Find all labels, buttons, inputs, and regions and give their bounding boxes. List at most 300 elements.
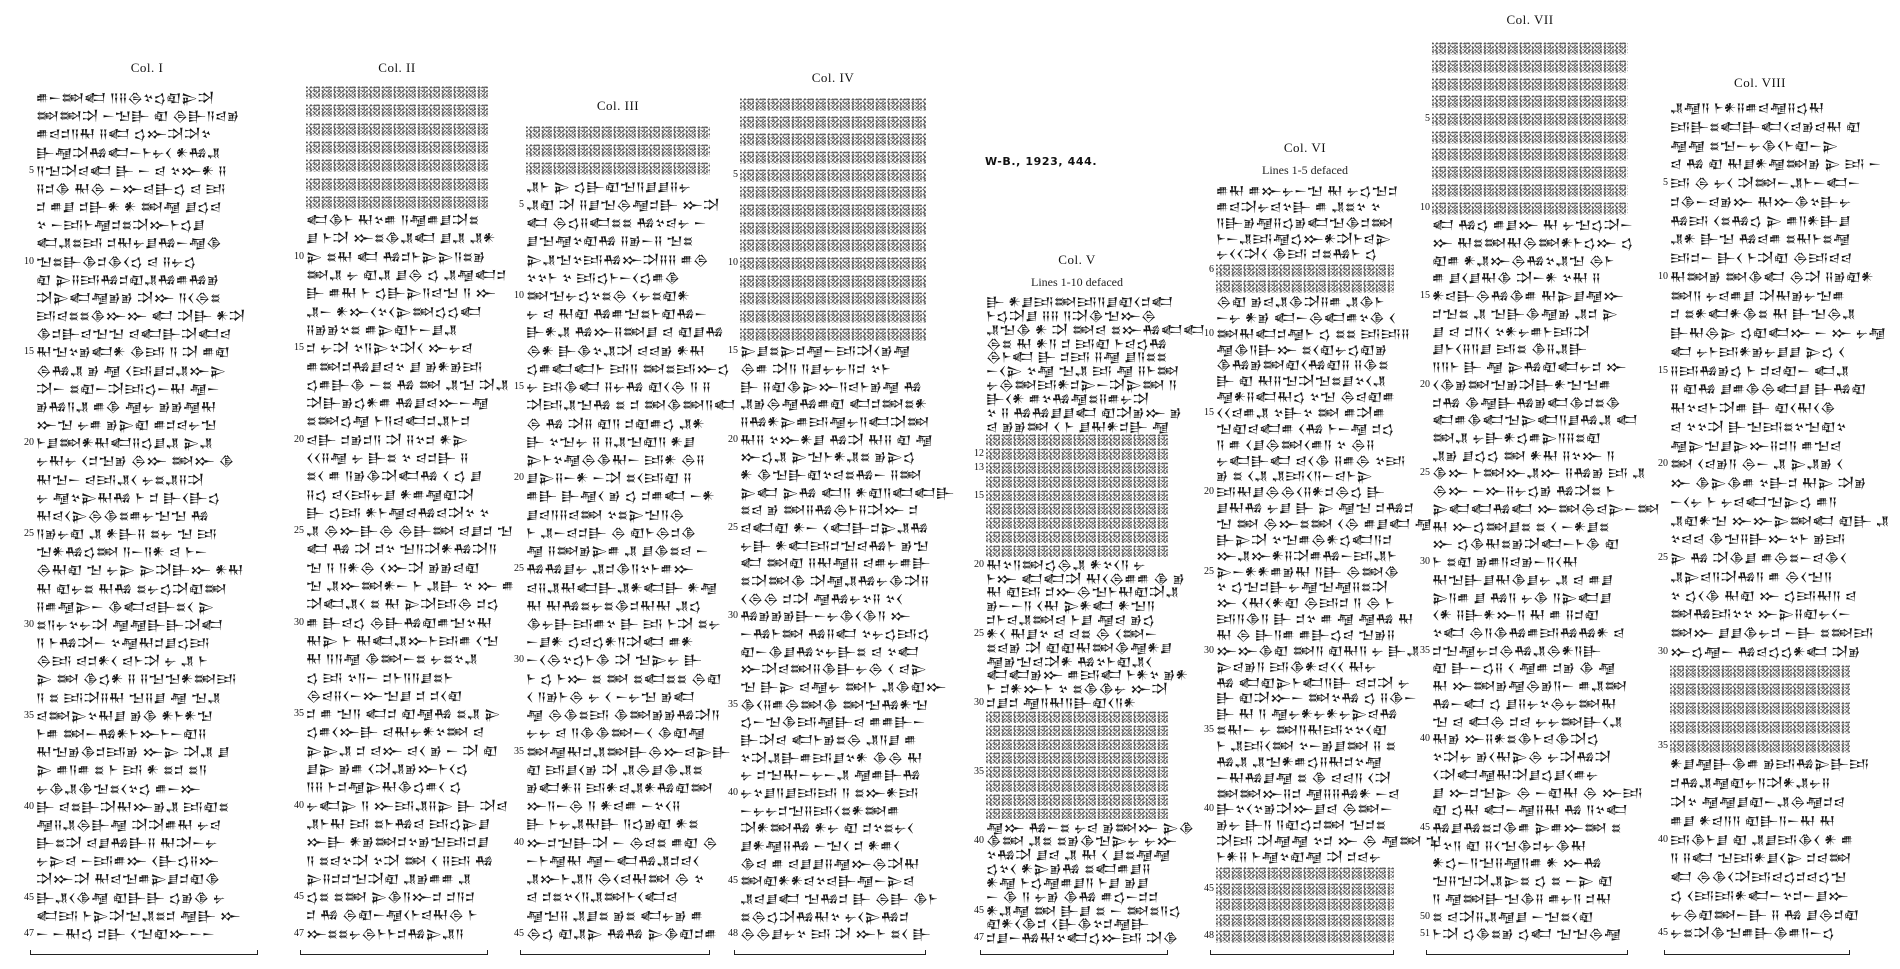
cuneiform-line: 𒀭𒁀𒃲𒁲𒄀𒆠𒌑 𒊑𒉌𒋗𒆷𒁍 (1432, 289, 1624, 304)
line-number: 47 (24, 927, 34, 939)
line-number: 10 (1658, 270, 1668, 282)
cuneiform-line: 𒁲𒌓 𒊏𒂗𒉌 𒄀𒄀 𒉌𒆠𒊏𒄑𒌑 (526, 926, 717, 941)
cuneiform-line: 𒊺𒊑𒀸 𒉡 𒇷𒀀𒊑𒅀𒆳𒆳𒌋𒊏 (1216, 723, 1388, 737)
cuneiform-line: 𒈨 𒌓 𒈨𒁍 𒊺 𒇷 𒊺𒅗𒊺𒊺 𒁲𒊏 (526, 671, 722, 686)
cuneiform-line: 𒊑𒈠𒆳𒂊𒅗𒀭 𒆠𒅀 𒀀 𒋫 𒌑𒊏 (36, 345, 230, 360)
cuneiform-line: 𒀭𒋗𒆷𒃲𒆠𒌑 𒂊𒅀𒄀𒉌𒃲𒅀 (1670, 757, 1870, 772)
defaced-line (1216, 264, 1394, 277)
cuneiform-line: 𒉡𒌋𒌋𒋫𒌋 𒆠𒅀 𒄑𒊺𒄀𒈨 𒌓 (1216, 247, 1378, 262)
defaced-line (1216, 867, 1394, 880)
line-number: 35 (24, 709, 34, 721)
cuneiform-line: 𒄑𒈠𒊺 𒂗 𒈠𒃲𒆠𒆷𒂊 𒂗𒄑 𒉌 (1432, 306, 1618, 321)
defaced-line (1670, 665, 1850, 678)
line-number: 48 (728, 928, 738, 940)
cuneiform-line: 𒃲 𒆳𒈠𒉡 𒍝 𒍝𒂗𒈠𒊏𒀀 𒀭𒋗 (526, 434, 696, 449)
defaced-line (1432, 42, 1628, 55)
cuneiform-line: 𒈨𒌑 𒇷𒀸𒄀𒀭𒈨𒁍𒈨𒀸𒊏𒍝 (36, 727, 207, 741)
cuneiform-line: 𒅗 𒄀𒌓 𒌑𒋗𒁍 𒊑 𒉡𒈠𒌓𒋫𒀸 (1432, 218, 1633, 233)
cuneiform-line: 𒆷𒁍 𒄀𒀸𒊺 𒉡𒁀 𒂊𒇷𒁍 𒉌𒆠 (986, 820, 1194, 835)
cuneiform-line: 𒇷𒇷𒋫 𒀸𒈠𒃲 𒊏 𒁲𒃲𒀀𒁀𒂊 (36, 109, 240, 124)
line-number: 47 (294, 927, 304, 939)
defaced-line (306, 123, 488, 136)
cuneiform-line: 𒉡𒁲𒊏𒇷𒀸𒃲 𒍝 𒄀 𒋗𒁲𒄑𒊏 (1670, 907, 1859, 922)
cuneiform-line: 𒌑𒊑 𒌑𒁍𒉡𒀸𒈠 𒊑 𒉡𒌓𒈠𒄑 (1216, 184, 1398, 198)
defaced-line (306, 178, 488, 191)
cuneiform-line: 𒉡𒉡 𒁀 𒀀𒆠𒆠𒇷𒀸𒌋 𒆠𒊏𒆷 (526, 726, 706, 741)
cuneiform-line: 𒄑𒋗𒄑 𒆷𒀀𒊑𒀀𒃲𒊏𒌋𒀀𒀭 (986, 696, 1136, 711)
cuneiform-line: 𒀭𒂗𒆷 𒇷 𒃲𒋗 𒊺 𒀸 𒇷𒊺𒀀𒌓 (986, 903, 1182, 918)
defaced-line (1670, 740, 1850, 753)
line-number: 20 (514, 472, 524, 484)
cuneiform-line: 𒁀 𒄀 𒊏 𒊑𒋗𒀭𒆷𒇷𒂊 𒉌 𒅀 𒀸 (1670, 157, 1882, 172)
line-number: 10 (294, 250, 304, 262)
cuneiform-line: 𒉌 𒄀 𒋫𒆠𒋗 𒌑𒁲𒊺𒀸𒁀𒆠𒌋 (1670, 551, 1848, 566)
cuneiform-line: 𒂗𒊏 𒋫 𒍝𒋗𒈠𒁲𒆷𒄑𒃲 𒁍𒋫 (526, 197, 720, 212)
cuneiform-line: 𒉡𒁲𒇷𒅀𒀭𒄑𒉌𒀸𒋫𒉌𒇷 𒀀 (986, 378, 1178, 392)
line-number: 5 (1425, 112, 1430, 124)
line-number: 35 (1204, 724, 1214, 735)
defaced-line (986, 434, 1168, 446)
line-number: 15 (974, 489, 984, 501)
cuneiform-line: 𒅀𒄑𒀸 𒃲𒌋 𒈨𒋫𒊏 𒁲𒅀𒁀𒁀 (1670, 251, 1853, 265)
cuneiform-line: 𒌋𒆠𒂊𒇷𒈠𒂊𒋫𒃲𒀭𒈠𒈠𒌑 (1432, 377, 1612, 392)
column-base-rule (520, 954, 710, 955)
cuneiform-line: 𒌑𒁀𒋫𒉡𒁀𒆳𒃲 𒌑 𒂗𒊺𒆳 𒆳 (1216, 199, 1381, 214)
cuneiform-line: 𒌓𒌑𒌋𒁍𒃲 𒁀𒊑𒉡𒀭𒆳𒇷 𒁀 (306, 725, 485, 740)
cuneiform-line: 𒉌𒁀𒂊𒀀 𒅀𒆠𒀭𒁀𒌋𒌋 𒊑𒉡 (1216, 659, 1377, 674)
cuneiform-line: 𒁲𒊏 𒂊𒁀𒂗𒆠𒋫𒍝𒌑 𒂗𒆠𒈨 (1216, 295, 1385, 309)
cuneiform-line: 𒆷𒂊𒈠𒁀𒋫𒀭 𒄀𒆳𒈨𒊏𒂗𒌋 (986, 654, 1153, 669)
cuneiform-line: 𒈠 𒃲𒉌 𒁀𒆷𒉡 𒇷𒈨 𒂗𒆠𒊏𒁍 (740, 680, 947, 694)
cuneiform-line: 𒆷𒍝𒂗𒁲𒃲𒆷 𒋫𒋫𒌑𒊑 𒉡𒁀 (36, 817, 222, 832)
cuneiform-line: 𒊏𒀸𒆠𒋗𒄀𒆳𒉡𒃲𒊺 𒁀 𒆳𒅗 (740, 644, 920, 659)
line-number: 20 (294, 433, 304, 445)
defaced-line (740, 328, 926, 341)
cuneiform-line: 𒀸𒌋𒉡 𒈨 𒉡𒁀𒅗𒈠𒉌𒌓 𒌑𒀀 (1670, 494, 1838, 509)
cuneiform-line: 𒅗𒌑𒆠𒅗𒈠𒉌𒅗𒀀𒋗𒄀𒂗 𒅗 (1432, 413, 1638, 428)
cuneiform-line: 𒀀𒍝 𒈨𒄑𒆷𒉌𒊑𒆠𒌓𒌑𒌋 𒌓 (306, 780, 462, 795)
cuneiform-line: 𒆷𒀭𒍝𒅗𒊑𒌓 𒆳𒈠 𒁲𒁀𒊏𒌑 (1216, 390, 1395, 405)
cuneiform-line: 𒁍𒋫𒁀𒇷𒍝𒆠𒃲𒉡𒁲 𒌋 𒁀𒉌 (740, 662, 927, 677)
cuneiform-line: 𒁍𒄑𒈠𒃲𒋫 𒀸 𒁲𒁀𒊺 𒌑𒊏 𒁲 (526, 835, 718, 850)
cuneiform-line: 𒆳 𒍝 𒄀𒄀𒋗𒋗𒅗 𒊏𒋫𒂊𒁍 𒂊 (986, 405, 1182, 420)
cuneiform-line: 𒈠𒍝𒈠𒋫𒂗𒉌𒊺 𒌓 𒊺 𒀸𒉌 𒊏 (1432, 874, 1613, 889)
cuneiform-line: 𒄑𒋗𒀸𒄀𒊑𒆳𒅗𒌓𒁍𒅀 𒋫𒆠 (986, 931, 1179, 946)
cuneiform-line: 𒀸𒄀𒈨𒇷 𒄀𒍝𒅗 𒆳𒉡𒌓𒅀𒌓 (740, 627, 930, 641)
cuneiform-line: 𒆷𒆷 𒊺𒈠𒀸𒉡𒆠𒌋𒈨𒊏𒀸𒉌 (1670, 138, 1839, 153)
cuneiform-line: 𒊑𒇷𒂊 𒇷𒆠𒅗 𒁲𒋫 𒍝𒂊𒊏𒀭 (1670, 269, 1874, 284)
cuneiform-line: 𒀭𒆷 𒈨𒌓𒆷𒌑𒋗𒀀 𒈨𒋗 𒂊𒋗 (986, 875, 1149, 890)
defaced-line (986, 476, 1168, 488)
cuneiform-line: 𒂗𒂊 𒋗𒌓𒌓 𒇷 𒀭𒊑 𒍝𒆳𒁍 𒀀 (1432, 448, 1615, 463)
cuneiform-line: 𒍝𒌓 𒁀𒌋𒅀𒉡𒋗 𒀭𒌑𒆷𒊏𒋫 (306, 487, 475, 502)
cuneiform-line: 𒁍𒁍𒆠𒊏 𒇷𒀀 𒊏𒊑𒀀 𒉡 𒃲𒂗 (1216, 643, 1420, 658)
line-number: 15 (294, 342, 304, 354)
cuneiform-line: 𒂊 𒊺 𒌋𒂗 𒂗𒅀𒌋𒀀𒀸𒁀𒈨𒉌 (1216, 469, 1373, 484)
cuneiform-line: 𒆳𒁀𒁀 𒆠𒈠𒍝𒃲𒁍𒆳𒈨 𒂊𒅀 (1670, 532, 1846, 547)
defaced-line (1432, 166, 1628, 179)
cuneiform-line: 𒀸𒉡 𒀭𒂊 𒅗𒀸𒁲𒅗𒌑𒆳𒆠 𒌋 (1216, 310, 1396, 325)
cuneiform-line: 𒃲𒉌𒋫 𒆳𒈠𒌑𒁲𒀭𒌓𒅗𒀀𒄑 (1216, 532, 1393, 547)
cuneiform-line: 𒁍𒌓𒆷𒀸 𒄀𒁀𒌓𒌓𒀭𒅗 𒋫𒂊 (1670, 644, 1861, 659)
column-title: Col. II (378, 60, 416, 75)
cuneiform-line: 𒀀𒀀𒈨 𒃲 𒆷 𒉌𒄀𒊏𒅗𒉡𒄑 𒁍 (1432, 360, 1627, 375)
cuneiform-line: 𒍝𒅀𒄀𒂊𒌓 𒈨 𒄑𒁀𒊏𒀸 𒅗𒂗 (1670, 363, 1850, 378)
cuneiform-line: 𒈨𒁍 𒅗𒅗𒋫 𒊑𒌋𒁲𒌑𒌑 𒆠 𒂊 (986, 571, 1185, 586)
defaced-line (1432, 95, 1628, 108)
cuneiform-line: 𒀭𒌓𒀸𒀀𒈠𒍝𒆷𒀀𒌑 𒀭 𒁍𒄀 (1432, 856, 1602, 871)
cuneiform-line: 𒄑 𒊺𒀭𒅗𒀭𒆠𒊺 𒊑 𒃲𒈠𒁲𒂗 (1670, 307, 1856, 322)
defaced-line (1432, 60, 1628, 73)
cuneiform-line: 𒁍 𒌋𒊑𒌋𒀭𒊏 𒁲𒅀𒄑 𒀀 𒁲 𒈨 (1216, 596, 1395, 611)
cuneiform-line: 𒅗𒅀 𒈨𒉌𒋫𒈠𒂗𒊺𒄑 𒆷𒃲 𒁍 (36, 908, 241, 923)
line-number: 45 (1420, 821, 1430, 833)
cuneiform-line: 𒋗𒀭𒆷𒍝𒄀 𒀸𒈠𒌋 𒄑 𒀭𒌑𒌋 (740, 839, 901, 853)
cuneiform-line: 𒉌𒅗 𒉌𒄀 𒅗𒀀 𒀭𒊏𒀀𒅗𒅗𒃲 (740, 485, 955, 500)
cuneiform-line: 𒋗𒉌 𒂊𒌑 𒌋𒋫𒂗𒂊𒁍𒈨𒌋𒌓 (306, 762, 469, 776)
cuneiform-line: 𒆠𒌋𒍝𒌑𒁲𒇷𒆠 𒇷𒈠𒄀𒀭𒈠 (740, 697, 929, 712)
cuneiform-line: 𒀸𒌋𒉌 𒆳𒆷 𒈠𒂗 𒅀 𒆷 𒍝𒈨𒇷 (986, 364, 1180, 379)
line-number: 10 (24, 255, 34, 267)
defaced-line (1216, 898, 1394, 911)
cuneiform-line: 𒊑 𒁍𒌓𒇷𒋗𒊺 𒊺 𒌋 𒀸𒀭𒋗𒊺 (1432, 519, 1610, 534)
cuneiform-line: 𒆳𒋫𒂗𒃲𒌑𒅀𒋗𒆳𒀭 𒆠𒁲 𒊑 (740, 750, 923, 765)
cuneiform-line: 𒋫𒉌𒅗𒆷𒂊𒂊 𒋫𒁍 𒀀𒌋𒁲𒊺 (36, 290, 221, 305)
defaced-line (1432, 202, 1628, 215)
cuneiform-line: 𒀸𒈨𒆷𒊑 𒆷𒀸𒅗𒄀𒂗𒄑𒁀𒌋 (526, 853, 700, 868)
cuneiform-line: 𒅀𒆠𒈨𒋗 𒊏 𒂗𒋗𒅀𒆠𒌋 𒀭 𒌑 (1670, 832, 1854, 847)
defaced-line (986, 531, 1168, 543)
cuneiform-line: 𒅗 𒄀 𒋫 𒄑𒆳 𒈠𒀀𒋫𒀭𒄀𒋫𒀀 (306, 542, 498, 557)
cuneiform-line: 𒊑𒆳𒀀𒇷𒌓𒁲𒂗 𒀭𒆳𒌋𒀀 𒉡 (986, 557, 1146, 572)
cuneiform-line: 𒈠𒊏𒁀𒅗𒌑 𒌋𒄀 𒈨𒀸𒆷 𒄑𒌓 (1216, 421, 1395, 436)
cuneiform-line: 𒅀𒁀𒊺𒊺𒆠𒁍𒁍 𒅗 𒋫𒃲 𒀭𒋫 (36, 309, 246, 323)
cuneiform-line: 𒃲 𒀭𒋗𒅀𒇷𒅀𒀀𒋗𒊏𒌋𒄑𒅗 (986, 295, 1174, 309)
cuneiform-line: 𒀀 𒌑 𒌋𒋗𒁲𒇷𒌋𒌑𒀀 𒆳 𒁲𒍝 (1216, 437, 1375, 452)
cuneiform-line: 𒌓 𒌋𒅀𒅀𒀭𒅗𒀸𒆳𒄑𒀸𒋗𒁍 (1670, 888, 1849, 903)
defaced-line (526, 162, 710, 175)
cuneiform-line: 𒉡𒊑𒉡 𒌋𒄑𒈠𒂊 𒁲𒁍 𒇷𒁍 𒆠 (36, 454, 235, 469)
cuneiform-line: 𒌋 𒀀𒂊𒈨𒁲 𒉡 𒌋 𒀸𒉡𒈠 𒂊𒅗 (526, 689, 695, 704)
cuneiform-line: 𒃲𒆳𒌋𒆳𒂊𒋫𒁍𒋗𒁀 𒁲𒇷𒀸 (1216, 802, 1393, 817)
line-number: 45 (974, 904, 984, 916)
cuneiform-line: 𒋗 𒁍𒄑𒈠𒉌 𒁲 𒀸𒊏𒊑 𒁲 𒁍𒅀 (1432, 785, 1643, 800)
cuneiform-line: 𒉌𒀸𒀭𒀭𒌑𒂊𒊑 𒀀𒃲 𒁲𒇷𒆠 (1216, 564, 1400, 579)
cuneiform-line: 𒇷𒁍 𒋗𒋗𒆠𒉡𒄑 𒀸𒃲 𒊺𒇷𒅀 (1670, 626, 1874, 641)
line-number: 10 (728, 257, 738, 268)
defaced-line (740, 204, 926, 217)
line-number: 5 (519, 198, 524, 210)
cuneiform-line: 𒃲 𒈨𒉡𒂗𒊑𒃲 𒀀𒌓𒂊𒊏 𒀭𒊺 (526, 817, 699, 832)
defaced-line (986, 490, 1168, 502)
defaced-line (740, 275, 926, 288)
cuneiform-line: 𒁍𒀀𒀸𒁲 𒀀 𒀭𒁀𒌑 𒀸𒆳𒌋𒍝 (526, 799, 681, 814)
cuneiform-line: 𒉡𒊺𒋫𒆠𒈠𒌑𒃲𒆠𒌑𒀀𒀸𒌓 (1670, 926, 1835, 941)
cuneiform-line: 𒉡𒆠𒂗𒆠𒈠𒊺𒌋𒆳𒌓 𒌑𒀸𒁍 (36, 781, 201, 796)
line-number: 35 (514, 745, 524, 757)
cuneiform-line: 𒉌 𒇷 𒆠𒌓𒀭 𒍝 𒍝𒈠𒈠𒀭𒇷𒅀 (36, 672, 237, 687)
cuneiform-line: 𒌓 𒅀 𒆳𒀀𒀸 𒄑𒈨𒀀𒀀𒋗𒊺𒈨 (306, 670, 454, 685)
cuneiform-line: 𒆷𒆠𒀀𒃲𒁍 𒊺𒌋𒊏𒉡𒌓𒊏𒂊 (1216, 342, 1388, 357)
defaced-line (740, 310, 926, 323)
cuneiform-line: 𒁲𒁲𒋗𒉡𒆳 𒅀 𒋫 𒁍𒈨 𒊺𒌋 𒃲 (740, 927, 931, 942)
defaced-line (526, 144, 710, 157)
cuneiform-line: 𒀀 𒈨𒄀𒋫𒀸 𒆳𒆷𒊑𒄑𒋗𒌓𒅀 (36, 636, 210, 651)
line-number: 5 (733, 168, 738, 180)
cuneiform-line: 𒌋𒌋𒍝𒆷 𒉡 𒃲𒊺 𒆳 𒁀𒄑𒃲 𒍝 (306, 451, 469, 465)
cuneiform-line: 𒂗𒀭 𒃲𒈠 𒄀𒁀𒌑 𒊺𒊑𒈨𒊺𒆷 (1670, 232, 1851, 247)
defaced-line (1432, 113, 1628, 126)
cuneiform-line: 𒊺𒁀 𒂊 𒇷𒍝𒄀𒁲𒈨𒍝𒋫𒁍 𒄑 (740, 503, 919, 518)
line-number: 30 (514, 654, 524, 666)
defaced-line (986, 503, 1168, 515)
cuneiform-line: 𒊏𒌑 𒀭𒂗𒁍𒁲𒄀𒆳𒂗𒈠 𒁲𒈨 (1432, 253, 1615, 268)
column-note: Lines 1-5 defaced (1262, 163, 1348, 177)
cuneiform-line: 𒀀𒃲𒂊𒆷𒍝𒌓𒂊𒅗𒈠𒆠𒄑𒇷 (1216, 215, 1394, 230)
cuneiform-line: 𒊺𒋫𒇷𒆠 𒋫𒆷𒂗𒄀𒉡𒆠𒋫𒍝 (740, 574, 930, 588)
cuneiform-line: 𒁲𒁍 𒀸𒁍𒍝𒉡𒌓𒂊 𒄀𒋫𒊺 𒈨 (1432, 484, 1616, 499)
line-number: 30 (1204, 644, 1214, 656)
cuneiform-line: 𒀸 𒆠 𒀀 𒉡𒂊 𒆠𒄀 𒌑𒌓𒀸𒄑𒄑 (986, 889, 1159, 904)
line-number: 45 (1658, 927, 1668, 939)
line-number: 25 (294, 525, 304, 537)
defaced-line (740, 169, 926, 182)
cuneiform-line: 𒇷𒆷𒊑𒄑𒂗𒇷𒃲𒁲𒁍𒁀𒉌𒃲 (526, 744, 731, 759)
defaced-line (1670, 702, 1850, 715)
cuneiform-line: 𒄑𒈠𒆷𒉡𒄑𒁲𒄀𒂗𒁲𒀭𒀀𒃲 (1432, 643, 1602, 658)
defaced-line (1216, 914, 1394, 927)
line-number: 40 (974, 835, 984, 847)
cuneiform-line: 𒁍𒌓𒂗 𒉌𒈠𒈨𒀭𒂗𒊺 𒂊𒉌𒌓 (740, 450, 916, 465)
line-number: 10 (1420, 201, 1430, 213)
museum-reference: W-B., 1923, 444. (985, 155, 1098, 168)
defaced-line (306, 141, 488, 154)
cuneiform-line: 𒀀 𒊺 𒅀𒋫𒍝𒊑 𒈠𒍝𒋗 𒆷 𒈠𒂗 (36, 690, 221, 705)
cuneiform-line: 𒃲𒊺𒋫 𒁀𒋗𒄀𒃲𒍝 𒊑𒋫𒀸𒉡 (36, 836, 218, 850)
cuneiform-line: 𒇷𒇷𒁍𒍝𒄑 𒆷𒍝𒍝𒄀𒀭 𒀸𒁀 (1216, 786, 1400, 801)
line-number: 51 (1420, 928, 1430, 940)
cuneiform-line: 𒋫𒅀 𒋫𒆷𒆷 𒆳𒄑 𒁍 𒁲 𒆷𒇷 𒈠 (1216, 834, 1442, 848)
cuneiform-line: 𒊏 𒉌𒍝𒅀𒄀𒄑𒊏𒂗𒄀𒌑𒄀𒂊 (36, 272, 220, 287)
defaced-line (740, 133, 926, 146)
cuneiform-line: 𒉌 𒌑𒀀𒌑 𒊺 𒈨 𒅀 𒀭 𒊺𒄑 𒊺𒀀 (36, 763, 208, 778)
cuneiform-line: 𒌓𒆳𒌋 𒀭𒉌𒂊𒄀 𒊺𒅗𒌑𒋗𒍝 (986, 862, 1151, 876)
cuneiform-line: 𒂗𒆷𒀀 𒈨𒀭𒍝𒌑𒁀𒆷𒍝𒌓𒊑 (1670, 101, 1825, 115)
cuneiform-line: 𒊑𒈠𒀸 𒁀𒅀𒂗𒌋 𒉡𒊺𒂗𒍝𒋫 (36, 472, 204, 487)
cuneiform-line: 𒋫𒃲𒂊𒌓𒀭𒌑 𒄀𒋗𒁀𒁍𒀸𒆷 (306, 396, 489, 411)
cuneiform-line: 𒈠 𒁀 𒅗𒁲 𒄑𒁀 𒉡𒉡𒇷𒃲𒌋𒂗 (1432, 714, 1623, 729)
defaced-line (1432, 78, 1628, 91)
cuneiform-line: 𒁍 𒆠𒉌𒆠𒌑 𒆳𒃲𒄑 𒊑𒉌 𒋫𒂊 (1670, 476, 1867, 491)
cuneiform-line: 𒈠 𒂗𒁍𒇷𒀭𒀸 𒈨 𒂗𒃲 𒆳 𒁍 𒌑 (306, 579, 515, 593)
line-number: 15 (728, 345, 738, 357)
cuneiform-line: 𒌓𒊺 𒊺𒇷 𒉌𒆠𒀀𒁍𒄑 𒄑𒀀𒄑 (306, 890, 476, 905)
cuneiform-line: 𒁲𒀭 𒃲𒆠𒆳𒂗𒋫 𒁀𒁀𒂊 𒀭𒊑 (526, 343, 705, 358)
defaced-line (986, 711, 1168, 723)
cuneiform-line: 𒂗 𒁲𒁍𒃲𒁲 𒁲𒃲𒇷 𒁀𒋗𒄑 𒈠 (306, 524, 513, 539)
cuneiform-line: 𒆠𒉡𒃲𒅀𒌑𒆳 𒃲 𒅀 𒈨𒋫 𒊺𒉡 (526, 617, 721, 631)
cuneiform-line: 𒀸 𒀸𒊑𒌓 𒄑𒃲 𒌋𒈠𒊏𒁍𒀸𒀸 (36, 926, 215, 941)
cuneiform-line: 𒀸𒋗𒀭 𒌓𒁀𒌓𒀭𒀀𒋫𒅗 𒌑𒀭 (526, 635, 694, 650)
cuneiform-line: 𒆳 𒌓𒌋𒆠 𒊑𒊏 𒁍 𒌓𒅀𒊑𒀀 𒁀 (1670, 588, 1857, 603)
cuneiform-line: 𒈨𒋫 𒌓𒆠𒊺𒂊 𒌓𒅗 𒈠𒈠𒁲𒆷 (1432, 927, 1622, 942)
cuneiform-line: 𒊑𒈠𒃲𒋗𒊑𒆠𒋗𒉡 𒂗 𒁀 𒌑𒋗 (1432, 572, 1614, 587)
line-number: 45 (294, 891, 304, 903)
line-number: 35 (294, 708, 304, 720)
line-number: 10 (514, 290, 524, 301)
cuneiform-line: 𒉌𒂗𒈠𒆳𒅀𒄀𒁍𒋫𒍝𒍝 𒌑𒁲 (526, 252, 709, 267)
line-number: 20 (1420, 378, 1430, 390)
line-number: 45 (728, 875, 738, 887)
cuneiform-line: 𒆷 𒁲𒆠𒊺𒅀 𒆠𒇷𒂊𒂊𒄀𒋫𒀀 (526, 708, 720, 723)
line-number: 25 (974, 627, 984, 639)
line-number: 40 (728, 787, 738, 798)
cuneiform-line: 𒂊𒀸𒀸𒀀 𒌋𒊑 𒉌𒀭𒅗 𒀭𒈠𒀀 (986, 599, 1156, 614)
line-number: 5 (1663, 177, 1668, 188)
defaced-line (986, 739, 1168, 751)
cuneiform-line: 𒊑 𒊑𒄀𒊺𒉡𒊺𒆠𒄑𒊑𒊑 𒂗𒌓 (526, 598, 702, 613)
line-number: 30 (294, 616, 304, 628)
column-title: Col. VII (1506, 12, 1554, 27)
line-number: 40 (1204, 803, 1214, 815)
line-number: 40 (1420, 733, 1430, 745)
line-number: 47 (974, 932, 984, 944)
cuneiform-line: 𒊑𒁀𒌋𒉌𒁲𒆠𒊺𒌑𒉡𒈠𒈠 𒄀 (36, 508, 209, 523)
cuneiform-line: 𒃲 𒊏 𒊑𒍝𒈠𒋫𒈠𒊺𒋗𒆳𒌋𒂗 (1216, 374, 1386, 389)
cuneiform-line: 𒊏 𒅀𒋗𒌋𒂊 𒋫 𒂗𒁲𒋗𒆠𒂗𒊺 (526, 762, 704, 777)
defaced-line (740, 222, 926, 235)
line-number: 25 (514, 563, 524, 575)
line-number: 25 (1204, 565, 1214, 577)
cuneiform-line: 𒆠𒁍 𒈨𒇷𒁍𒂗𒁍 𒍝𒄀𒂊 𒅀 𒂗 (1432, 466, 1646, 481)
cuneiform-line: 𒇷𒊏𒀭𒀭𒁀𒆳𒁀𒃲𒆷𒀸𒉌𒁀 (740, 874, 915, 889)
defaced-line (1432, 184, 1628, 197)
defaced-line (526, 126, 710, 139)
cuneiform-line: 𒄑 𒉡𒋫 𒆳𒀀𒉌𒆳𒋫𒌋 𒁍𒉡𒁀 (306, 341, 473, 356)
cuneiform-line: 𒍝𒌑𒆷𒉌𒀸 𒆠𒅗𒁀𒃲𒊺𒌋 𒉌 (36, 599, 214, 614)
cuneiform-line: 𒀀𒈠𒋫𒁀𒅗 𒃲 𒀸 𒁀 𒆳𒁍𒀭 𒍝 (36, 163, 227, 178)
cuneiform-line: 𒊑𒈠𒂊𒆠𒄑𒅀𒂊 𒁍𒉌 𒋫𒂗 𒋗 (36, 745, 230, 760)
cuneiform-line: 𒉌𒅗𒅗𒄀𒅗 𒁍𒇷𒁲𒁀𒉌𒀸𒇷 (1432, 501, 1660, 516)
cuneiform-line: 𒍝 𒊏𒄀 𒋗𒌑𒆠𒁲𒅗𒋗 𒃲𒄀𒊏 (1670, 382, 1867, 397)
cuneiform-line: 𒃲𒋫𒁀 𒅗𒈨𒂊𒊺𒁲 𒂗𒀀𒋗 𒌑 (740, 733, 917, 747)
cuneiform-line: 𒆠𒄑𒃲𒁀𒈠𒈠 𒁀𒅗𒃲𒋫𒅗𒁀 (36, 327, 232, 342)
cuneiform-line: 𒁲 𒄀 𒋫𒍝 𒊏𒀀 𒄑𒊏𒌑𒌓 𒂗𒀭 (526, 416, 705, 431)
cuneiform-line: 𒂗𒁍𒈨𒂗𒀀 𒁲𒌋𒁀𒊑𒇷 𒁲 𒆳 (526, 872, 705, 887)
line-number: 30 (24, 618, 34, 630)
cuneiform-line: 𒅀𒊑𒋗𒁲𒁲𒌋𒍝𒀭𒄑𒁲𒌓 𒃲 (1216, 485, 1385, 500)
cuneiform-line: 𒋫𒀸 𒊺𒊏𒀸𒋫𒅀𒌓𒀸𒊑 𒆷𒀸 (36, 381, 220, 396)
cuneiform-line: 𒌑𒁀𒄑𒀀𒊑 𒍝𒅗 𒌓𒁍𒋫𒋫𒆳 (36, 127, 212, 142)
cuneiform-line: 𒁲𒁀𒍝𒌋𒀸𒁍𒈠𒋗 𒄑 𒄑𒌋𒊏 (306, 688, 463, 703)
cuneiform-line: 𒁲𒅀 𒁀𒄑𒀭𒌋 𒁀𒈨𒋫 𒉡 𒂗 𒈨 (36, 654, 209, 669)
cuneiform-line: 𒈠𒀭𒄀𒌓𒇷 𒀀𒀸𒀀𒀭 𒁀 𒈨𒀸 (36, 545, 208, 560)
cuneiform-line: 𒊺𒀀𒉡𒆳𒉡𒋫 𒆷𒆷𒃲𒃲𒋫𒅗 (36, 617, 223, 632)
line-number: 15 (1658, 364, 1668, 376)
cuneiform-line: 𒆳𒄀𒋫 𒋗𒁀 𒂗 𒊑 𒌋 𒋗𒊺𒆷𒆷 (986, 848, 1171, 863)
column-base-rule (1210, 954, 1394, 955)
cuneiform-line: 𒆷 𒍝𒇷𒂊𒉌𒌑 𒂗 𒋗𒆠𒊺𒁀 𒀸 (526, 544, 709, 559)
cuneiform-line: 𒄀𒀸𒅗 𒌓 𒋗𒍝𒉡𒆳𒁲𒉡𒇷𒊑 (1432, 696, 1617, 711)
cuneiform-line: 𒌓𒌑𒃲𒆠 𒀸𒊺 𒄀 𒇷 𒂗𒈠 𒋫𒂗 (306, 377, 509, 392)
cuneiform-line: 𒊺𒁲𒌓𒋫𒄀𒊑𒆳 𒉡𒌋𒉌𒄀𒄑 (740, 909, 910, 924)
cuneiform-line: 𒆳𒋫𒉡 𒂊𒌋𒊑𒉌𒁲 𒉡𒋫𒄀𒋫 (1432, 750, 1612, 764)
cuneiform-line: 𒉡𒅗𒉌 𒀀 𒁍𒅀𒂗𒍝𒉌 𒃲 𒋫𒁀 (306, 798, 508, 813)
line-number: 35 (1420, 644, 1430, 656)
line-number: 40 (514, 836, 524, 848)
cuneiform-line: 𒁍𒂗𒁍𒀭𒍝𒋫𒌑𒄀𒀸𒅀𒂗𒈨 (1216, 548, 1398, 563)
cuneiform-line: 𒄀𒋗𒄀𒊺𒄑𒆠𒌑 𒉌𒌑𒁍𒇷 𒊺 (1432, 820, 1622, 835)
cuneiform-line: 𒄑𒄀 𒆠𒆷𒃲𒄀𒂊𒅗𒆠𒄑𒊺𒆠 (1432, 395, 1621, 410)
line-number: 20 (1204, 486, 1214, 498)
cuneiform-line: 𒅗 𒁲𒌓𒍝𒅗𒊺𒊺 𒄀𒆳𒁀𒉡 𒀸 (526, 216, 707, 231)
cuneiform-line: 𒊑𒉌 𒈨 𒊑𒅗𒂗𒁍𒈨𒅀𒌑 𒌋𒈠 (306, 633, 499, 648)
line-number: 15 (1420, 290, 1430, 302)
cuneiform-line: 𒁍𒊺𒊺𒉡𒁲𒈨𒈨𒄑𒄀𒉌𒂗𒀀 (306, 926, 465, 941)
cuneiform-line: 𒈨 𒂗𒅀𒌋𒇷 𒆳𒀸𒂊𒋗𒇷 𒍝 𒊺 (1216, 738, 1397, 753)
line-number: 20 (974, 558, 984, 570)
cuneiform-line: 𒈨𒆳𒀀 𒊏 𒍝𒌋𒈠𒆠𒄑𒉡𒆠𒊑 (1432, 838, 1587, 853)
column-base-rule (980, 954, 1168, 955)
cuneiform-line: 𒁲𒌑 𒋫𒀀 𒀀𒋗𒉡𒉡𒀀𒄑 𒆳𒈨 (740, 362, 891, 376)
defaced-line (986, 462, 1168, 474)
cuneiform-line: 𒊑𒆳𒁀𒈨𒋫𒌑 𒃲 𒊏𒌋𒊑𒌋𒆠 (1670, 401, 1836, 416)
cuneiform-line: 𒄑 𒌑 𒈠𒀀 𒅗𒄑 𒊏𒆷𒄀 𒊺𒂗 𒉌 (306, 707, 501, 722)
cuneiform-line: 𒊏𒀭𒌋𒆠𒄑 𒌋𒃲𒆠𒆳𒄑𒆷𒃲 (986, 917, 1150, 932)
cuneiform-line: 𒇷𒂗 𒉡𒃲𒀭𒌓𒌑𒉌𒀀𒍝𒊺𒊏 (1432, 431, 1601, 445)
column-base-rule (300, 954, 488, 955)
cuneiform-line: 𒀀 𒍝𒅗 𒈠𒅀𒀭𒋗𒌋𒉌 𒄑𒁀𒇷 (1670, 851, 1852, 866)
cuneiform-line: 𒀭 𒆠𒈠𒃲𒊏𒆳𒁀𒊺𒄀𒀸 𒍝𒇷 (740, 468, 922, 482)
defaced-line (306, 159, 488, 172)
cuneiform-line: 𒂊𒉡 𒃲𒀀 𒀀𒊏𒌓𒄑𒇷 𒈠𒄑𒊺 (1216, 818, 1387, 833)
cuneiform-line: 𒂊𒄀𒀀𒂗 𒌑𒆠 𒆷𒉡 𒂊𒂊𒆷𒊑 (36, 399, 217, 414)
cuneiform-line: 𒆳 𒌓𒈠𒄑𒃲𒉡𒆷𒈠𒆷𒍝𒊺𒋫 (1216, 580, 1389, 595)
cuneiform-line: 𒆷𒉌𒈠𒋗𒉌𒁍𒍝𒄑𒀀 𒌑𒈠𒁀 (1670, 438, 1842, 453)
cuneiform-line: 𒉡𒉌𒁀 𒀸𒅀𒌑𒁍 𒌋𒃲𒌓𒍝𒁍 (36, 854, 220, 869)
line-number: 12 (974, 448, 984, 460)
defaced-line (986, 448, 1168, 460)
defaced-line (986, 794, 1168, 806)
cuneiform-line: 𒃲𒂗𒌋𒆠𒆷 𒊏𒃲𒃲 𒌓𒂊𒆠 𒉡 (36, 890, 226, 905)
cuneiform-line: 𒉌𒈨𒆳𒆷𒁲𒆠𒊑𒀸 𒅀𒀭 𒁲𒍝 (526, 453, 705, 467)
cuneiform-line: 𒊏 𒌓𒊑 𒅗𒀸𒆷𒍝𒊑 𒄀 𒀀𒆳𒅗 (1432, 803, 1628, 818)
column-title: Col. IV (811, 70, 855, 85)
cuneiform-line: 𒈠 𒀀 𒀀𒀭𒁲 𒌋𒁍𒋫 𒂊𒂊𒁀𒊏 (306, 560, 480, 575)
cuneiform-line: 𒌋𒌋𒁀𒌑𒂗 𒆳𒃲𒆳 𒇷 𒌑𒋫𒌑 (1216, 406, 1386, 420)
cuneiform-line: 𒋫𒅗𒂗𒌋 𒊺 𒊑 𒉌𒋫𒅀𒁲 𒄑𒌓 (306, 597, 500, 612)
cuneiform-line: 𒈨 𒊺𒊏 𒂊𒌑𒀀𒁀𒂊𒀸𒀀𒌋𒊑 (1432, 555, 1579, 569)
cuneiform-line: 𒉡𒅗𒃲𒅗 𒁀𒌋𒆠 𒍝𒌑𒁲 𒆳𒅀 (1216, 453, 1406, 468)
defaced-line (986, 517, 1168, 529)
cuneiform-line: 𒊏 𒃲𒀸𒌓𒍝 𒌋 𒆷𒌑 𒄑𒂊 𒆠 𒆷 (1432, 661, 1616, 676)
cuneiform-line: 𒉌𒀀𒌑 𒋗 𒄀𒀀 𒉡𒆠 𒀀𒉌𒅗𒋗 (1432, 590, 1612, 605)
cuneiform-line: 𒈨 𒂗𒀸𒁀𒄑𒃲 𒁲 𒊏𒈨𒁲𒄑𒆠 (526, 525, 697, 540)
defaced-line (986, 780, 1168, 792)
cuneiform-line: 𒅀𒃲𒊺𒅗𒃲𒅗𒌋𒁀𒂊𒁀𒊑 𒊏 (1670, 119, 1861, 134)
cuneiform-line: 𒍝𒂊𒂊𒆳𒊺 𒌑𒉌𒊏𒈨𒀸𒋗𒂗 (306, 322, 458, 337)
cuneiform-line: 𒆳 𒀸𒅀𒈨𒆷𒄑𒊺𒋫𒁍𒈨𒌓𒋗 (36, 218, 205, 233)
line-number: 45 (24, 891, 34, 903)
cuneiform-line: 𒉌𒋗𒊺𒉌𒄑𒆷𒀸𒅀𒋫𒌋𒂊𒆷 (740, 344, 911, 359)
cuneiform-line: 𒌓𒀸𒈠𒆠𒅀𒆷𒃲𒁀 𒌑𒌑𒃲𒀸 (740, 715, 926, 730)
cuneiform-line: 𒆠𒇷 𒂗𒊺 𒊺𒂊𒆠𒈠𒉌𒉡 𒉡𒁍 (986, 834, 1178, 849)
defaced-line (986, 545, 1168, 557)
defaced-line (740, 186, 926, 199)
cuneiform-line: 𒊑𒂊 𒁍𒍝𒀭𒊺𒆠𒈨𒁀𒆠𒋫𒌓 (1432, 732, 1600, 747)
column-base-rule (30, 954, 258, 955)
line-number: 15 (1204, 407, 1214, 418)
